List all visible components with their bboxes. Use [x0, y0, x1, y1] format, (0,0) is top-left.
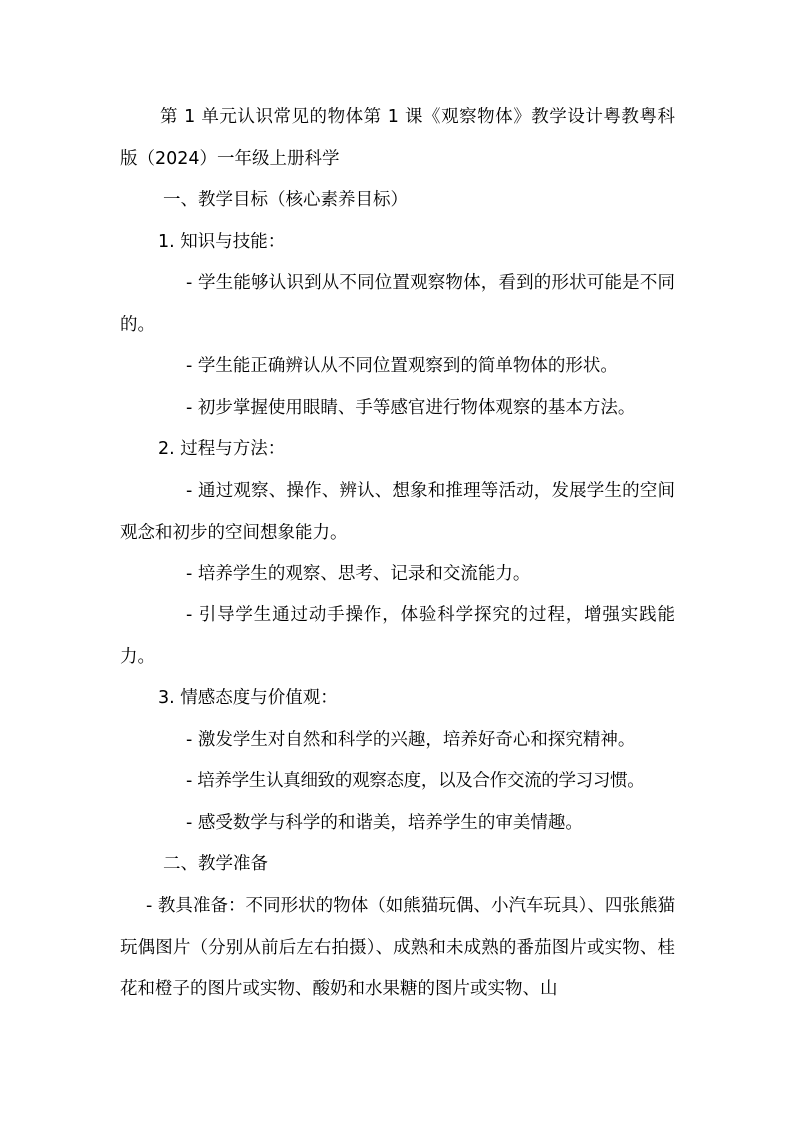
list-item: - 引导学生通过动手操作，体验科学探究的过程，增强实践能力。: [120, 605, 675, 667]
list-item: - 感受数学与科学的和谐美，培养学生的审美情趣。: [186, 813, 583, 833]
list-item: - 学生能够认识到从不同位置观察物体，看到的形状可能是不同的。: [120, 273, 675, 335]
list-item: - 通过观察、操作、辨认、想象和推理等活动，发展学生的空间观念和初步的空间想象能力。: [120, 481, 675, 543]
section-heading-preparation: 二、教学准备: [163, 854, 268, 874]
list-item: - 学生能正确辨认从不同位置观察到的简单物体的形状。: [186, 356, 618, 376]
subheading-process-methods: 2. 过程与方法：: [158, 439, 286, 459]
document-title: 第 1 单元认识常见的物体第 1 课《观察物体》教学设计粤教粤科版（2024）一年级上册科学: [120, 107, 675, 169]
list-item: - 培养学生认真细致的观察态度，以及合作交流的学习习惯。: [186, 771, 645, 791]
list-item: - 教具准备：不同形状的物体（如熊猫玩偶、小汽车玩具）、四张熊猫玩偶图片（分别从前后左右拍摄）、成熟和未成熟的番茄图片或实物、桂花和橙子的图片或实物、酸奶和水果糖的图片或实物、山: [120, 896, 675, 999]
subheading-knowledge-skills: 1. 知识与技能：: [158, 232, 286, 252]
subheading-attitudes-values: 3. 情感态度与价值观：: [158, 688, 338, 708]
list-item: - 激发学生对自然和科学的兴趣，培养好奇心和探究精神。: [186, 730, 636, 750]
list-item: - 培养学生的观察、思考、记录和交流能力。: [186, 564, 531, 584]
section-heading-objectives: 一、教学目标（核心素养目标）: [163, 190, 408, 210]
list-item: - 初步掌握使用眼睛、手等感官进行物体观察的基本方法。: [186, 398, 636, 418]
